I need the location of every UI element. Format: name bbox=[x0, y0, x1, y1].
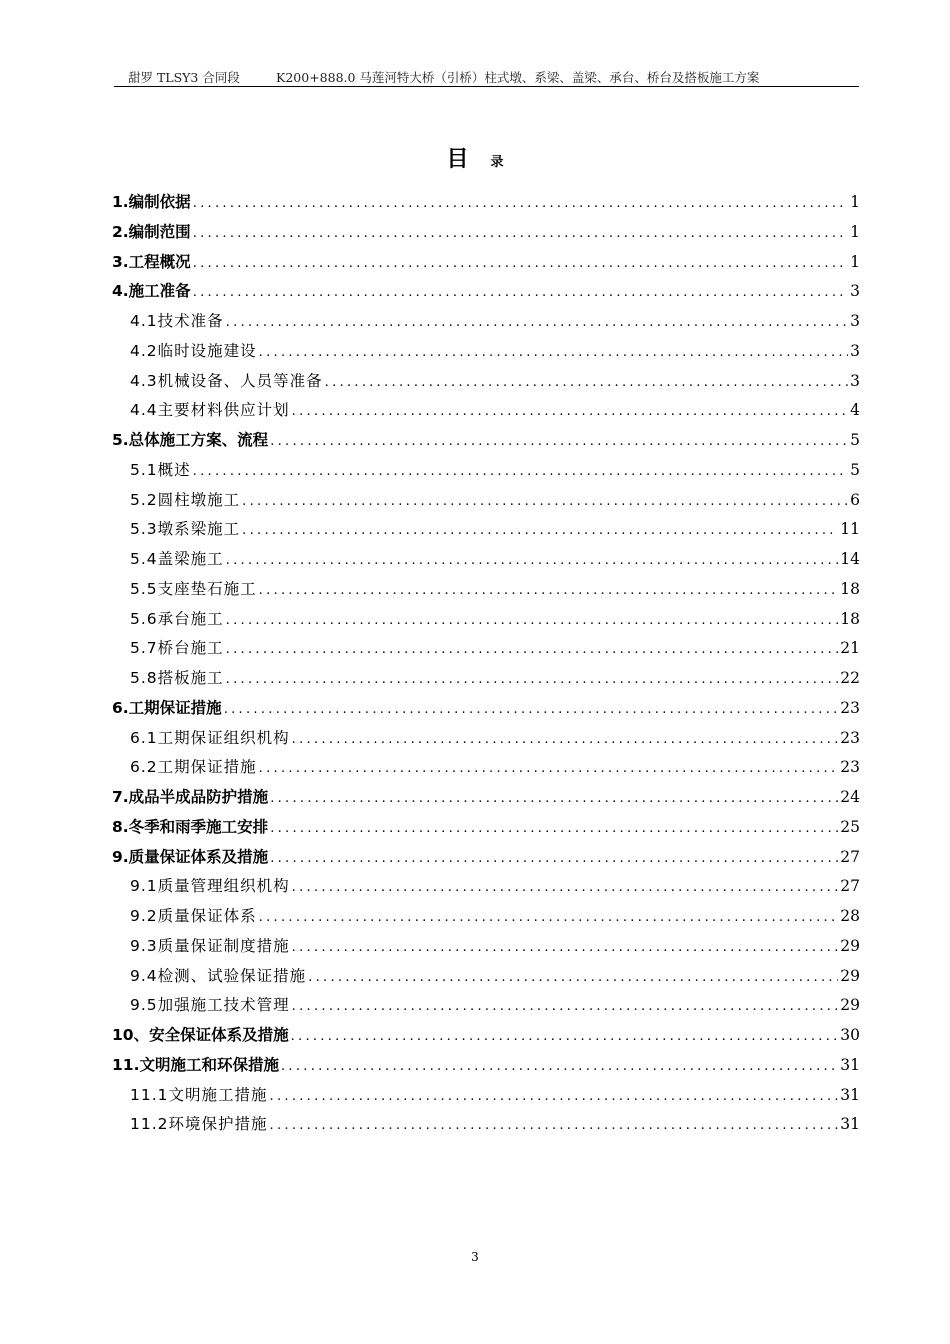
toc-entry[interactable] bbox=[112, 1021, 860, 1051]
toc-entry-label: 5.3墩系梁施工 bbox=[130, 520, 241, 539]
toc-entry-page-number: 31 bbox=[840, 1115, 860, 1134]
toc-entry[interactable] bbox=[112, 218, 860, 248]
dot-leader bbox=[292, 992, 839, 1022]
toc-entry-label: 9.质量保证体系及措施 bbox=[112, 847, 269, 866]
toc-entry-page-number: 5 bbox=[850, 431, 860, 449]
toc-entry[interactable] bbox=[112, 188, 860, 218]
toc-entry-page-number: 1 bbox=[850, 193, 860, 211]
toc-entry[interactable] bbox=[112, 248, 860, 278]
toc-entry-label: 5.总体施工方案、流程 bbox=[112, 431, 269, 449]
toc-entry-label: 4.3机械设备、人员等准备 bbox=[130, 371, 323, 390]
dot-leader bbox=[226, 308, 848, 338]
toc-entry-label: 4.1技术准备 bbox=[130, 312, 224, 330]
toc-entry[interactable] bbox=[112, 307, 860, 337]
toc-entry[interactable] bbox=[112, 724, 860, 754]
toc-entry-page-number: 3 bbox=[850, 312, 860, 330]
toc-entry-label: 5.5支座垫石施工 bbox=[130, 579, 257, 598]
toc-entry-label: 5.1概述 bbox=[130, 460, 191, 479]
toc-entry-page-number: 29 bbox=[840, 996, 860, 1015]
toc-entry-page-number: 23 bbox=[840, 758, 860, 777]
page-number: 3 bbox=[471, 1250, 479, 1264]
toc-entry-page-number: 1 bbox=[850, 252, 860, 271]
toc-entry[interactable] bbox=[112, 1110, 860, 1140]
toc-entry[interactable] bbox=[112, 1051, 860, 1081]
dot-leader bbox=[193, 249, 848, 279]
toc-entry-page-number: 29 bbox=[840, 936, 860, 955]
toc-entry-label: 3.工程概况 bbox=[112, 252, 191, 271]
toc-entry-label: 11.1文明施工措施 bbox=[130, 1085, 268, 1104]
toc-entry-label: 6.工期保证措施 bbox=[112, 698, 222, 717]
dot-leader bbox=[259, 576, 839, 606]
toc-entry-page-number: 25 bbox=[840, 817, 860, 836]
toc-entry-label: 2.编制范围 bbox=[112, 222, 191, 241]
toc-entry-page-number: 30 bbox=[840, 1026, 860, 1044]
toc-entry-label: 4.2临时设施建设 bbox=[130, 341, 257, 360]
toc-entry-label: 10、安全保证体系及措施 bbox=[112, 1026, 289, 1044]
dot-leader bbox=[242, 487, 848, 517]
toc-entry-label: 5.7桥台施工 bbox=[130, 639, 224, 658]
toc-entry-page-number: 23 bbox=[840, 698, 860, 717]
dot-leader bbox=[193, 457, 848, 487]
page-header bbox=[114, 68, 859, 86]
dot-leader bbox=[292, 933, 839, 963]
toc-entry[interactable] bbox=[112, 843, 860, 873]
toc-entry-page-number: 14 bbox=[840, 550, 860, 568]
toc-entry[interactable] bbox=[112, 783, 860, 813]
toc-entry[interactable] bbox=[112, 337, 860, 367]
toc-entry[interactable] bbox=[112, 515, 860, 545]
toc-entry-label: 4.4主要材料供应计划 bbox=[130, 401, 290, 420]
toc-entry-page-number: 29 bbox=[840, 966, 860, 985]
toc-entry[interactable] bbox=[112, 456, 860, 486]
toc-entry[interactable] bbox=[112, 962, 860, 992]
toc-entry-label: 5.4盖梁施工 bbox=[130, 550, 224, 568]
toc-entry-label: 7.成品半成品防护措施 bbox=[112, 788, 269, 806]
toc-entry[interactable] bbox=[112, 991, 860, 1021]
table-of-contents bbox=[112, 188, 860, 1140]
toc-entry-label: 1.编制依据 bbox=[112, 193, 191, 211]
toc-entry-label: 11.文明施工和环保措施 bbox=[112, 1055, 279, 1074]
dot-leader bbox=[259, 903, 839, 933]
dot-leader bbox=[292, 725, 839, 755]
toc-title-char-2: 录 bbox=[490, 155, 504, 170]
toc-entry-page-number: 31 bbox=[840, 1055, 860, 1074]
toc-entry-page-number: 3 bbox=[850, 282, 860, 301]
toc-entry[interactable] bbox=[112, 694, 860, 724]
toc-entry-page-number: 3 bbox=[850, 371, 860, 390]
dot-leader bbox=[226, 635, 839, 665]
toc-entry[interactable] bbox=[112, 902, 860, 932]
dot-leader bbox=[292, 873, 839, 903]
toc-entry-page-number: 6 bbox=[850, 490, 860, 509]
toc-entry-page-number: 4 bbox=[850, 401, 860, 420]
toc-entry-label: 5.6承台施工 bbox=[130, 609, 224, 628]
toc-entry[interactable] bbox=[112, 545, 860, 575]
toc-title bbox=[0, 142, 950, 173]
dot-leader bbox=[259, 338, 848, 368]
toc-entry[interactable] bbox=[112, 486, 860, 516]
toc-entry-page-number: 31 bbox=[840, 1085, 860, 1104]
dot-leader bbox=[292, 397, 848, 427]
dot-leader bbox=[193, 219, 848, 249]
dot-leader bbox=[259, 754, 839, 784]
toc-entry[interactable] bbox=[112, 872, 860, 902]
dot-leader bbox=[226, 665, 839, 695]
dot-leader bbox=[281, 1052, 838, 1082]
dot-leader bbox=[193, 278, 848, 308]
toc-entry[interactable] bbox=[112, 664, 860, 694]
toc-entry-label: 6.2工期保证措施 bbox=[130, 758, 257, 777]
dot-leader bbox=[270, 844, 838, 874]
toc-entry[interactable] bbox=[112, 813, 860, 843]
toc-entry[interactable] bbox=[112, 634, 860, 664]
dot-leader bbox=[325, 368, 848, 398]
toc-entry-page-number: 24 bbox=[840, 788, 860, 806]
toc-entry[interactable] bbox=[112, 1081, 860, 1111]
toc-entry[interactable] bbox=[112, 396, 860, 426]
toc-entry-label: 9.4检测、试验保证措施 bbox=[130, 966, 307, 985]
dot-leader bbox=[242, 516, 838, 546]
toc-entry[interactable] bbox=[112, 426, 860, 456]
toc-entry-label: 9.2质量保证体系 bbox=[130, 907, 257, 925]
toc-entry-label: 9.3质量保证制度措施 bbox=[130, 936, 290, 955]
toc-entry[interactable] bbox=[112, 753, 860, 783]
dot-leader bbox=[226, 606, 839, 636]
toc-entry[interactable] bbox=[112, 367, 860, 397]
toc-entry-page-number: 23 bbox=[840, 728, 860, 747]
dot-leader bbox=[291, 1022, 839, 1052]
toc-entry-label: 8.冬季和雨季施工安排 bbox=[112, 817, 269, 836]
toc-title-char-1: 目 bbox=[446, 146, 469, 172]
toc-entry-label: 9.1质量管理组织机构 bbox=[130, 877, 290, 896]
toc-entry-page-number: 27 bbox=[840, 877, 860, 896]
toc-entry[interactable] bbox=[112, 277, 860, 307]
dot-leader bbox=[270, 1082, 839, 1112]
toc-entry-page-number: 11 bbox=[840, 520, 860, 539]
toc-entry-label: 11.2环境保护措施 bbox=[130, 1115, 268, 1134]
header-rule bbox=[114, 86, 859, 87]
header-document-title: K200+888.0 马莲河特大桥（引桥）柱式墩、系梁、盖梁、承台、桥台及搭板施工方案 bbox=[276, 70, 760, 85]
header-contract-section: 甜罗 TLSY3 合同段 bbox=[128, 70, 240, 85]
dot-leader bbox=[270, 427, 848, 457]
dot-leader bbox=[193, 189, 848, 219]
dot-leader bbox=[270, 814, 838, 844]
toc-entry-page-number: 28 bbox=[840, 907, 860, 925]
dot-leader bbox=[270, 784, 838, 814]
toc-entry-page-number: 3 bbox=[850, 341, 860, 360]
toc-entry-label: 5.2圆柱墩施工 bbox=[130, 490, 241, 509]
toc-entry-page-number: 22 bbox=[840, 669, 860, 687]
dot-leader bbox=[308, 963, 838, 993]
toc-entry-label: 5.8搭板施工 bbox=[130, 669, 224, 687]
toc-entry[interactable] bbox=[112, 605, 860, 635]
toc-entry[interactable] bbox=[112, 575, 860, 605]
dot-leader bbox=[270, 1111, 839, 1141]
toc-entry-page-number: 27 bbox=[840, 847, 860, 866]
toc-entry-page-number: 5 bbox=[850, 460, 860, 479]
toc-entry-label: 6.1工期保证组织机构 bbox=[130, 728, 290, 747]
toc-entry-page-number: 18 bbox=[840, 609, 860, 628]
toc-entry-page-number: 1 bbox=[850, 222, 860, 241]
toc-entry[interactable] bbox=[112, 932, 860, 962]
toc-entry-page-number: 18 bbox=[840, 579, 860, 598]
dot-leader bbox=[224, 695, 839, 725]
dot-leader bbox=[226, 546, 839, 576]
toc-entry-label: 4.施工准备 bbox=[112, 282, 191, 301]
toc-entry-page-number: 21 bbox=[840, 639, 860, 658]
toc-entry-label: 9.5加强施工技术管理 bbox=[130, 996, 290, 1015]
